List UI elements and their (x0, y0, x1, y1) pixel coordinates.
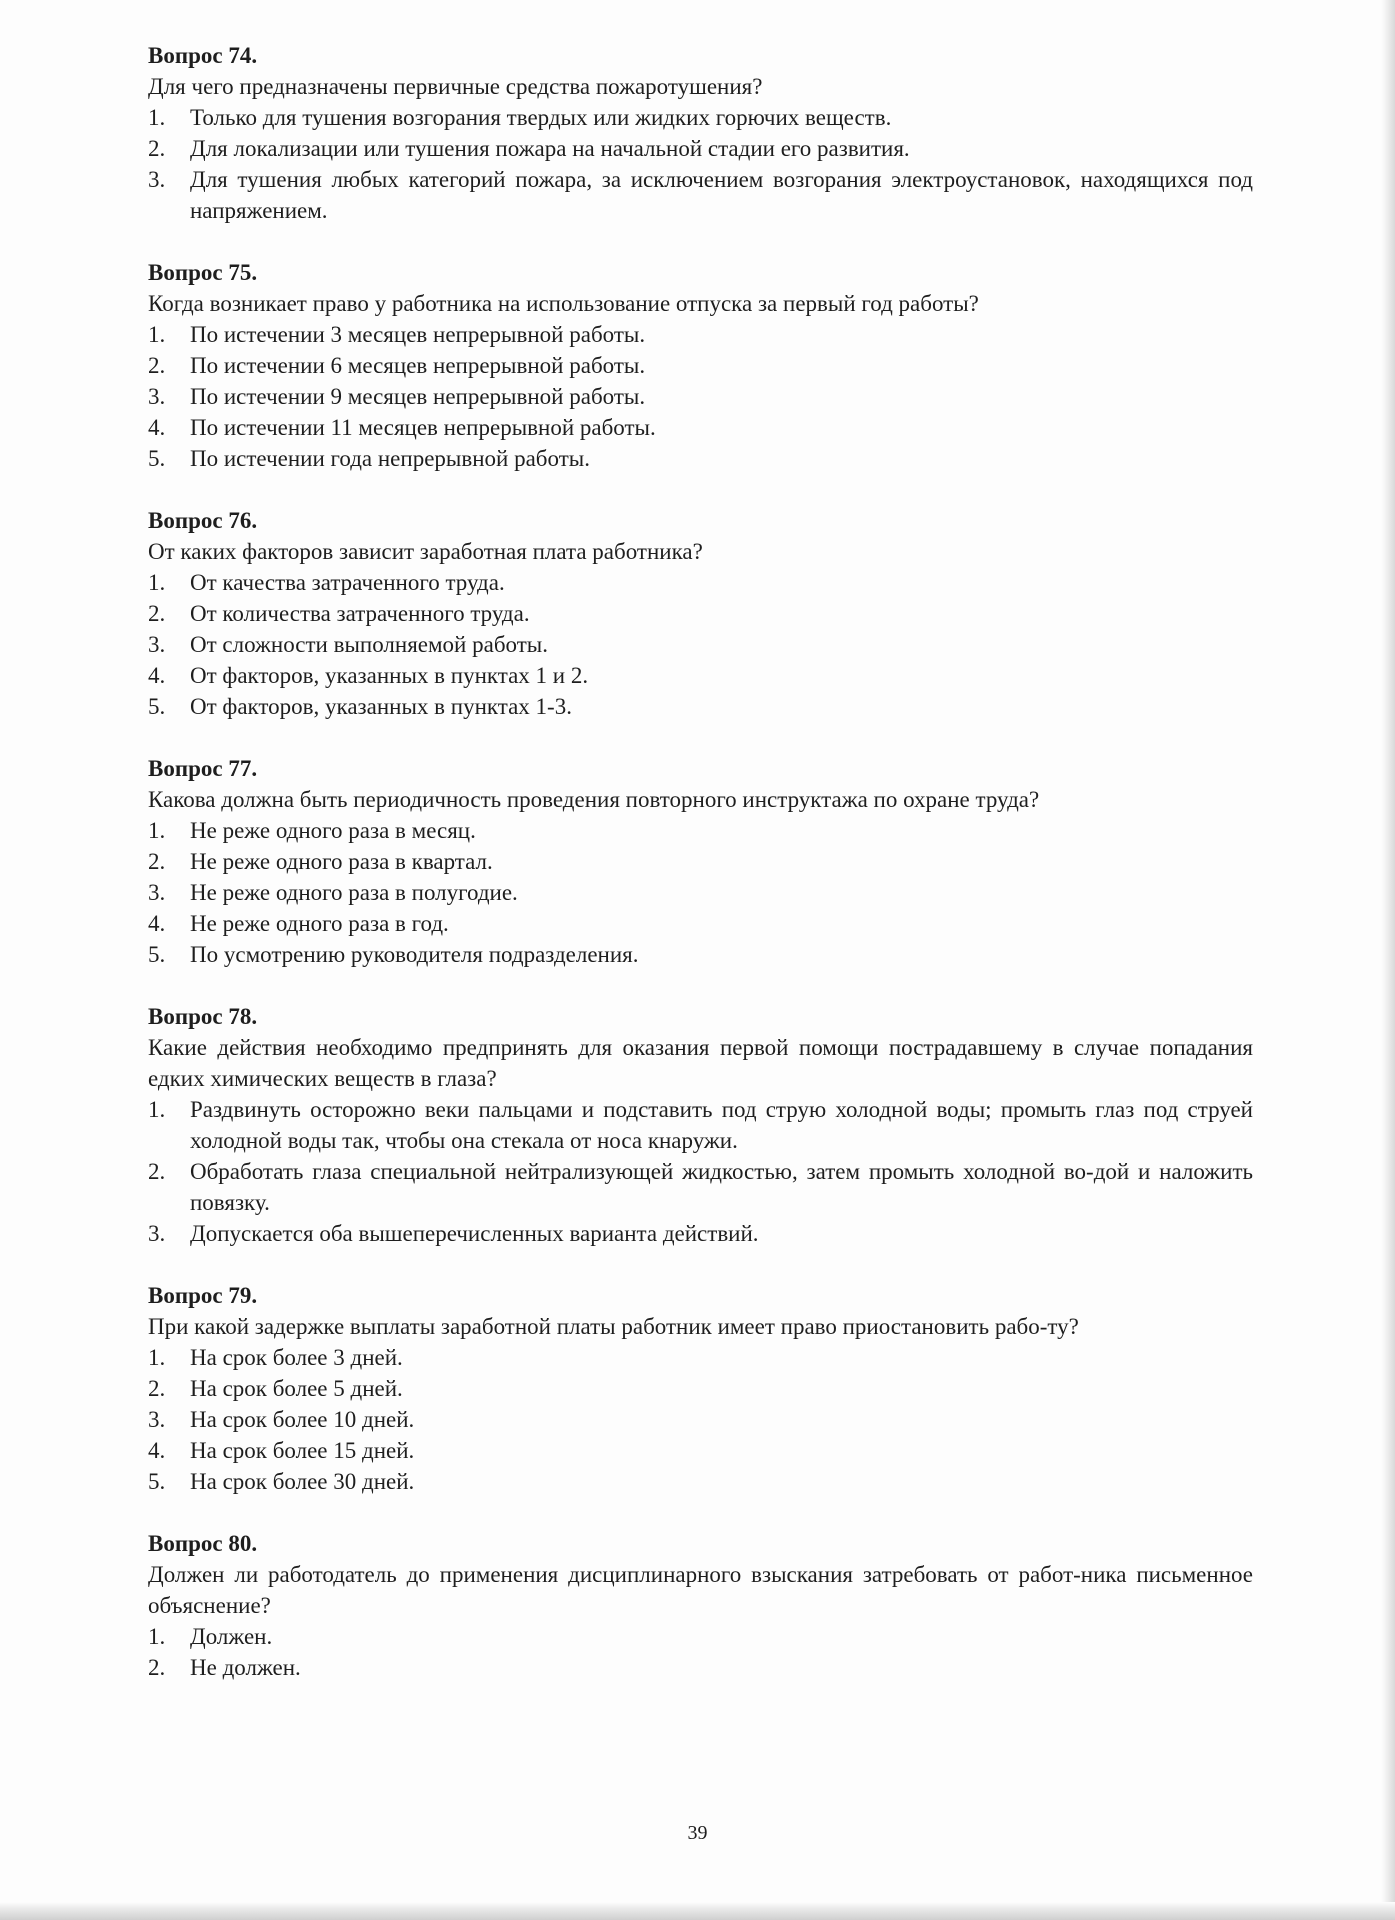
answer-option (148, 319, 1253, 350)
page-number: 39 (687, 1822, 708, 1844)
question-title: Вопрос 78. (148, 1004, 258, 1029)
question-title: Вопрос 74. (148, 43, 258, 68)
answer-text: Для локализации или тушения пожара на начальной стадии его развития. (190, 136, 910, 161)
answer-number: 3. (148, 167, 166, 192)
answer-number: 1. (148, 1345, 166, 1370)
answer-text: Должен. (190, 1624, 273, 1649)
answer-number: 2. (148, 353, 166, 378)
answer-number: 1. (148, 570, 166, 595)
answer-number: 1. (148, 818, 166, 843)
answer-option (148, 629, 1253, 660)
answer-option (148, 598, 1253, 629)
question-title: Вопрос 76. (148, 508, 258, 533)
answer-option (148, 877, 1253, 908)
answer-number: 5. (148, 942, 166, 967)
answer-option (148, 1621, 1253, 1652)
question-block (148, 1001, 1253, 1249)
question-title: Вопрос 75. (148, 260, 258, 285)
answer-text: Раздвинуть осторожно веки пальцами и подставить под струю холодной воды; промыть глаз под струей холодной воды так, чтобы она стекала от носа кнаружи. (190, 1097, 1253, 1153)
answer-number: 4. (148, 1438, 166, 1463)
question-text: Для чего предназначены первичные средства пожаротушения? (148, 74, 763, 99)
question-title: Вопрос 79. (148, 1283, 258, 1308)
answer-text: Только для тушения возгорания твердых или жидких горючих веществ. (190, 105, 892, 130)
answer-list (148, 567, 1253, 722)
answer-option (148, 412, 1253, 443)
answer-text: По усмотрению руководителя подразделения. (190, 942, 639, 967)
question-block (148, 257, 1253, 474)
scan-edge-right (1381, 0, 1395, 1920)
answer-text: Обработать глаза специальной нейтрализующей жидкостью, затем промыть холодной во-дой и наложить повязку. (190, 1159, 1253, 1215)
answer-text: Не реже одного раза в квартал. (190, 849, 493, 874)
answer-text: На срок более 5 дней. (190, 1376, 403, 1401)
answer-option (148, 846, 1253, 877)
answer-text: На срок более 10 дней. (190, 1407, 415, 1432)
answer-list (148, 1094, 1253, 1249)
answer-option (148, 908, 1253, 939)
answer-text: По истечении года непрерывной работы. (190, 446, 590, 471)
answer-option (148, 1404, 1253, 1435)
answer-option (148, 1342, 1253, 1373)
answer-option (148, 1373, 1253, 1404)
answer-number: 5. (148, 1469, 166, 1494)
answer-option (148, 1218, 1253, 1249)
question-block (148, 1280, 1253, 1497)
answer-option (148, 691, 1253, 722)
answer-text: На срок более 15 дней. (190, 1438, 415, 1463)
answer-number: 2. (148, 849, 166, 874)
question-text: Какова должна быть периодичность проведения повторного инструктажа по охране труда? (148, 787, 1040, 812)
answer-option (148, 102, 1253, 133)
answer-number: 1. (148, 105, 166, 130)
answer-number: 3. (148, 632, 166, 657)
answer-list (148, 319, 1253, 474)
answer-number: 4. (148, 415, 166, 440)
answer-option (148, 1094, 1253, 1156)
answer-text: От факторов, указанных в пунктах 1 и 2. (190, 663, 589, 688)
answer-number: 4. (148, 911, 166, 936)
questions-list (148, 40, 1253, 1714)
answer-text: Не должен. (190, 1655, 301, 1680)
answer-option (148, 939, 1253, 970)
answer-text: По истечении 3 месяцев непрерывной работы. (190, 322, 646, 347)
answer-text: Не реже одного раза в год. (190, 911, 449, 936)
answer-number: 3. (148, 384, 166, 409)
answer-text: От факторов, указанных в пунктах 1-3. (190, 694, 572, 719)
question-text: Должен ли работодатель до применения дисциплинарного взыскания затребовать от работ-ника письменное объяснение? (148, 1562, 1253, 1618)
answer-list (148, 1342, 1253, 1497)
question-text: При какой задержке выплаты заработной платы работник имеет право приостановить рабо-ту? (148, 1314, 1079, 1339)
answer-list (148, 102, 1253, 226)
question-block (148, 40, 1253, 226)
answer-text: На срок более 3 дней. (190, 1345, 403, 1370)
answer-text: Не реже одного раза в месяц. (190, 818, 476, 843)
question-title: Вопрос 80. (148, 1531, 258, 1556)
answer-number: 5. (148, 694, 166, 719)
answer-text: От качества затраченного труда. (190, 570, 505, 595)
answer-number: 1. (148, 1097, 166, 1122)
question-title: Вопрос 77. (148, 756, 258, 781)
question-block (148, 753, 1253, 970)
answer-list (148, 1621, 1253, 1683)
answer-text: На срок более 30 дней. (190, 1469, 415, 1494)
answer-text: По истечении 11 месяцев непрерывной работы. (190, 415, 656, 440)
answer-option (148, 815, 1253, 846)
answer-number: 3. (148, 1407, 166, 1432)
answer-number: 2. (148, 601, 166, 626)
answer-list (148, 815, 1253, 970)
question-text: От каких факторов зависит заработная плата работника? (148, 539, 703, 564)
answer-option (148, 1156, 1253, 1218)
answer-number: 1. (148, 322, 166, 347)
scan-edge-bottom (0, 1902, 1395, 1920)
answer-number: 3. (148, 1221, 166, 1246)
question-block (148, 1528, 1253, 1683)
answer-number: 2. (148, 1655, 166, 1680)
answer-text: Допускается оба вышеперечисленных варианта действий. (190, 1221, 759, 1246)
answer-option (148, 567, 1253, 598)
answer-option (148, 1466, 1253, 1497)
answer-option (148, 350, 1253, 381)
answer-option (148, 1435, 1253, 1466)
answer-option (148, 133, 1253, 164)
answer-text: От сложности выполняемой работы. (190, 632, 548, 657)
answer-number: 1. (148, 1624, 166, 1649)
answer-option (148, 381, 1253, 412)
answer-text: По истечении 9 месяцев непрерывной работы. (190, 384, 646, 409)
question-text: Какие действия необходимо предпринять для оказания первой помощи пострадавшему в случае попадания едких химических веществ в глаза? (148, 1035, 1253, 1091)
answer-text: От количества затраченного труда. (190, 601, 530, 626)
answer-option (148, 164, 1253, 226)
answer-number: 2. (148, 1159, 166, 1184)
answer-text: Не реже одного раза в полугодие. (190, 880, 518, 905)
answer-number: 5. (148, 446, 166, 471)
answer-number: 3. (148, 880, 166, 905)
answer-text: По истечении 6 месяцев непрерывной работы. (190, 353, 646, 378)
answer-option (148, 1652, 1253, 1683)
question-text: Когда возникает право у работника на использование отпуска за первый год работы? (148, 291, 979, 316)
answer-number: 4. (148, 663, 166, 688)
answer-option (148, 443, 1253, 474)
answer-text: Для тушения любых категорий пожара, за исключением возгорания электроустановок, находящихся под напряжением. (190, 167, 1253, 223)
answer-number: 2. (148, 1376, 166, 1401)
question-block (148, 505, 1253, 722)
answer-number: 2. (148, 136, 166, 161)
answer-option (148, 660, 1253, 691)
